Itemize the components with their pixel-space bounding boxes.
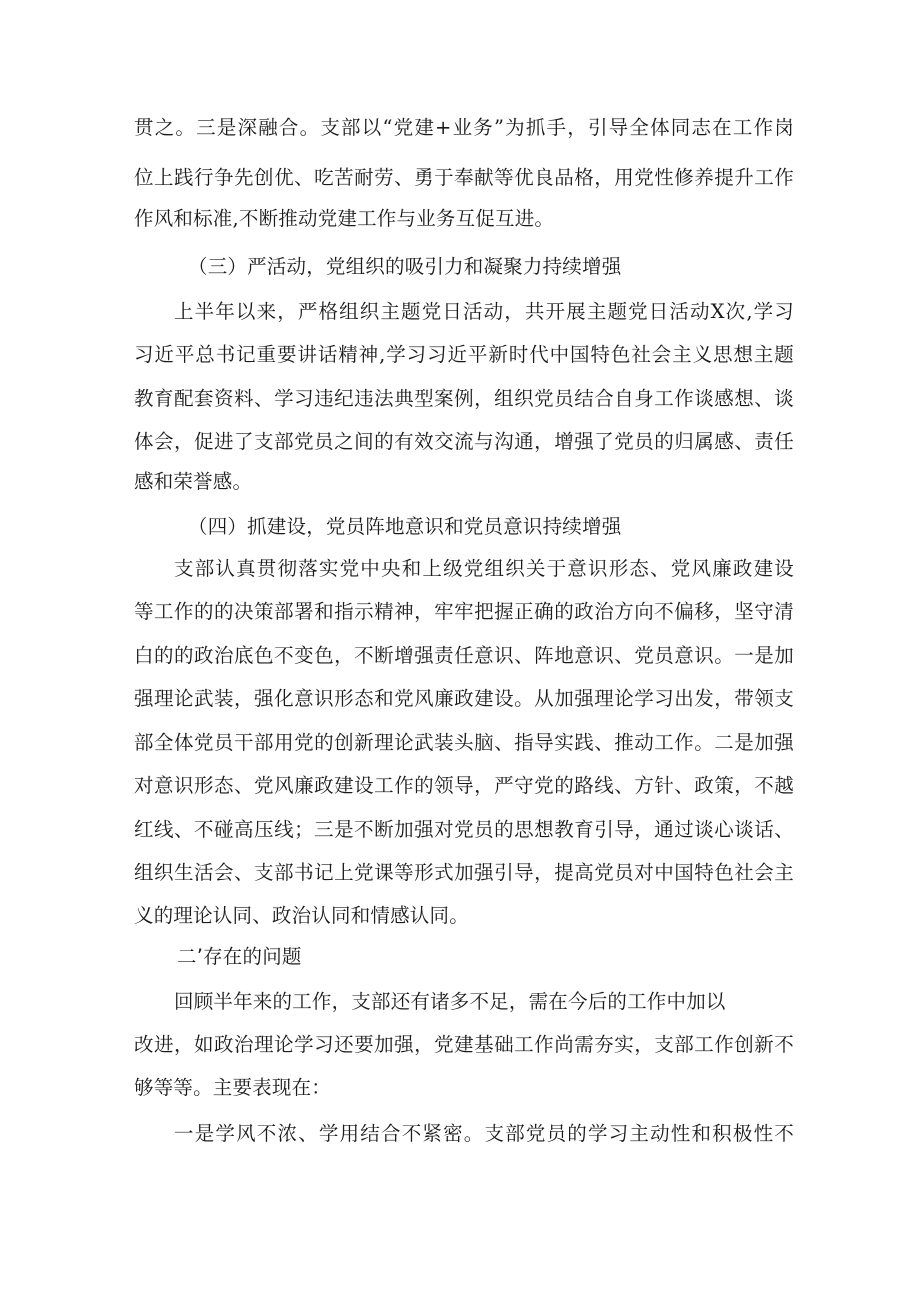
paragraph-line: 作风和标准,不断推动党建工作与业务互促互进。: [134, 207, 555, 230]
paragraph-line: 支部认真贯彻落实党中央和上级党组织关于意识形态、党风廉政建设: [174, 557, 794, 580]
paragraph-line: 改进，如政治理论学习还要加强，党建基础工作尚需夯实，支部工作创新不: [134, 1033, 794, 1056]
paragraph-line: 够等等。主要表现在：: [134, 1076, 332, 1099]
section-heading-3: （三）严活动，党组织的吸引力和凝聚力持续增强: [188, 255, 622, 278]
paragraph-line: 红线、不碰高压线；三是不断加强对党员的思想教育引导，通过谈心谈话、: [134, 818, 794, 841]
paragraph-line: 体会，促进了支部党员之间的有效交流与沟通，增强了党员的归属感、责任: [134, 430, 794, 453]
paragraph-line: 回顾半年来的工作，支部还有诸多不足，需在今后的工作中加以: [174, 990, 726, 1013]
section-heading-2: 二’存在的问题: [177, 945, 302, 968]
paragraph-line: 一是学风不浓、学用结合不紧密。支部党员的学习主动性和积极性不: [174, 1122, 794, 1145]
paragraph-line: 感和荣誉感。: [134, 470, 253, 493]
paragraph-line: 等工作的的决策部署和指示精神，牢牢把握正确的政治方向不偏移，坚守清: [134, 600, 794, 623]
paragraph-line: 部全体党员干部用党的创新理论武装头脑、指导实践、推动工作。二是加强: [134, 731, 794, 754]
paragraph-line: 贯之。三是深融合。支部以“党建+业务”为抓手，引导全体同志在工作岗: [134, 116, 794, 139]
paragraph-line: 位上践行争先创优、吃苦耐劳、勇于奉献等优良品格，用党性修养提升工作: [134, 166, 794, 189]
paragraph-line: 义的理论认同、政治认同和情感认同。: [134, 904, 469, 927]
paragraph-line: 强理论武装，强化意识形态和党风廉政建设。从加强理论学习出发，带领支: [134, 687, 794, 710]
paragraph-line: 组织生活会、支部书记上党课等形式加强引导，提高党员对中国特色社会主: [134, 861, 794, 884]
paragraph-line: 教育配套资料、学习违纪违法典型案例，组织党员结合自身工作谈感想、谈: [134, 387, 794, 410]
paragraph-line: 习近平总书记重要讲话精神,学习习近平新时代中国特色社会主义思想主题: [134, 343, 794, 366]
paragraph-line: 对意识形态、党风廉政建设工作的领导，严守党的路线、方针、政策，不越: [134, 774, 794, 797]
section-heading-4: （四）抓建设，党员阵地意识和党员意识持续增强: [188, 515, 622, 538]
paragraph-line: 上半年以来，严格组织主题党日活动，共开展主题党日活动X次,学习: [174, 300, 794, 323]
paragraph-line: 白的的政治底色不变色，不断增强责任意识、阵地意识、党员意识。一是加: [134, 644, 794, 667]
